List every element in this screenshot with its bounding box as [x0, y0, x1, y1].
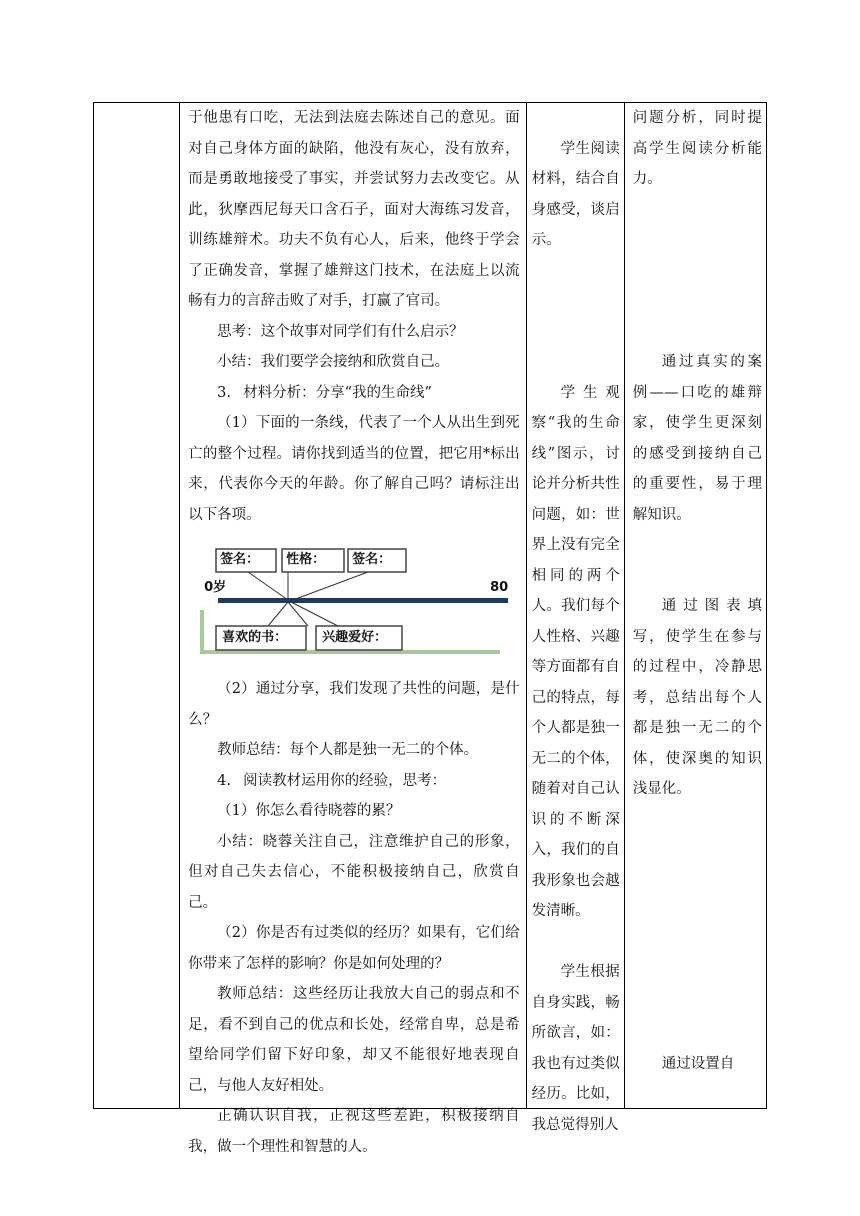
personality-label: 性格：	[286, 552, 326, 567]
item-title: 材料分析：分享“我的生命线”	[243, 384, 432, 401]
lifeline-bar	[218, 598, 508, 603]
teaching-process-cell	[180, 103, 527, 1155]
sign-label-1: 签名：	[220, 552, 260, 567]
teacher-summary-1: 教师总结：每个人都是独一无二的个体。	[217, 742, 479, 758]
phase-cell	[94, 103, 180, 1109]
item-number: 3.	[217, 384, 231, 401]
item-number: 4.	[217, 772, 231, 789]
student-activity-1: 学生阅读材料，结合自身感受，谈启示。	[531, 140, 620, 248]
teacher-summary-2: 教师总结：这些经历让我放大自己的弱点和不足，看不到自己的优点和长处，经常自卑，总是希望给同学们留下好印象，却又不能很好地表现自己，与他人友好相处。	[188, 986, 520, 1094]
design-intent-4: 通过设置自	[661, 1055, 735, 1072]
table-row	[94, 103, 767, 1109]
summary-xiaorong: 小结：晓蓉关注自己，注意维护自己的形象，但对自己失去信心，不能积极接纳自己，欣赏自己。	[188, 833, 520, 911]
student-activity-3: 学生根据自身实践，畅所欲言，如：我也有过类似经历。比如，我总觉得别人	[531, 964, 620, 1133]
hobbies-label: 兴趣爱好：	[322, 630, 388, 645]
age-start-label: 0岁	[204, 580, 227, 595]
design-intent-cell	[624, 103, 766, 1109]
design-intent-2: 通过真实的案例——口吃的雄辩家，使学生更深刻的感受到接纳自己的重要性，易于理解知识。	[632, 354, 762, 523]
item-4-heading	[188, 766, 520, 797]
design-intent-3: 通过图表填写，使学生在参与的过程中，冷静思考，总结出每个人都是独一无二的个体，使深奥的知识浅显化。	[632, 598, 762, 797]
question-1: （1）你怎么看待晓蓉的累？	[217, 803, 401, 819]
item-title: 阅读教材运用你的经验，思考：	[243, 772, 447, 789]
books-label: 喜欢的书：	[222, 630, 288, 645]
item-3-heading	[188, 378, 520, 409]
lesson-plan-table	[93, 102, 767, 1155]
lifeline-instruction: （1）下面的一条线，代表了一个人从出生到死亡的整个过程。请你找到适当的位置，把它用*标出来，代表你今天的年龄。你了解自己吗？请标注出以下各项。	[188, 415, 520, 523]
story-paragraph: 于他患有口吃，无法到法庭去陈述自己的意见。面对自己身体方面的缺陷，他没有灰心，没有放弃，而是勇敢地接受了事实，并尝试努力去改变它。从此，狄摩西尼每天口含石子，面对大海练习发音，训练雄辩术。功夫不负有心人，后来，他终于学会了正确发音，掌握了雄辩这门技术，在法庭上以流畅有力的言辞击败了对手，打赢了官司。	[188, 110, 520, 309]
sharing-question: （2）通过分享，我们发现了共性的问题，是什么？	[188, 681, 520, 728]
thinking-question: 思考：这个故事对同学们有什么启示？	[217, 323, 464, 340]
summary-text: 小结：我们要学会接纳和欣赏自己。	[217, 354, 450, 370]
sign-label-2: 签名：	[352, 552, 392, 567]
age-end-label: 80	[490, 580, 509, 595]
green-bar-left	[200, 610, 204, 654]
question-2: （2）你是否有过类似的经历？如果有，它们给你带来了怎样的影响？你是如何处理的？	[188, 925, 520, 972]
student-activity-cell	[526, 103, 624, 1133]
student-activity-2: 学生观察“我的生命线”图示，讨论并分析共性问题，如：世界上没有完全相同的两个人。我们每个人性格、兴趣等方面都有自己的特点，每个人都是独一无二的个体，随着对自己认识的不断深入，我们的自我形象也会越发清晰。	[531, 384, 620, 919]
design-intent-1: 问题分析，同时提高学生阅读分析能力。	[632, 110, 762, 187]
lifeline-diagram	[188, 542, 509, 664]
closing-paragraph: 正确认识自我，正视这些差距，积极接纳自我，做一个理性和智慧的人。	[188, 1108, 520, 1155]
